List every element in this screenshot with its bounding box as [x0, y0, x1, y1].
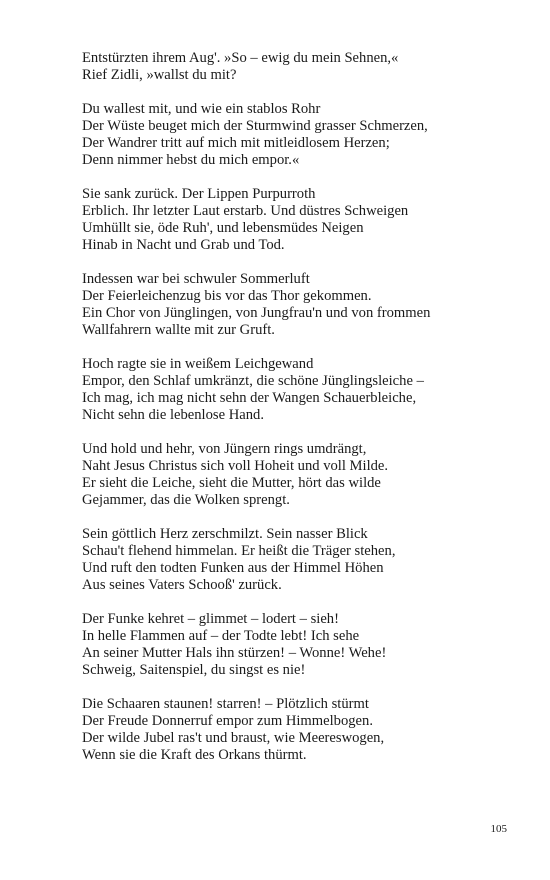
verse-line: Schweig, Saitenspiel, du singst es nie!: [82, 662, 306, 678]
verse-line: Und hold und hehr, von Jüngern rings umdrängt,: [82, 441, 367, 457]
verse-line: Gejammer, das die Wolken sprengt.: [82, 492, 290, 508]
verse-line: Rief Zidli, »wallst du mit?: [82, 67, 237, 83]
verse-line: Entstürzten ihrem Aug'. »So – ewig du mein Sehnen,«: [82, 50, 399, 66]
verse-line: Aus seines Vaters Schooß' zurück.: [82, 577, 282, 593]
stanza: [82, 271, 522, 339]
verse-line: Erblich. Ihr letzter Laut erstarb. Und düstres Schweigen: [82, 203, 409, 219]
stanza: [82, 696, 522, 764]
verse-line: Nicht sehn die lebenlose Hand.: [82, 407, 264, 423]
verse-line: Denn nimmer hebst du mich empor.«: [82, 152, 300, 168]
poem-text: [82, 50, 522, 781]
verse-line: Er sieht die Leiche, sieht die Mutter, hört das wilde: [82, 475, 381, 491]
verse-line: Sie sank zurück. Der Lippen Purpurroth: [82, 186, 316, 202]
verse-line: Hoch ragte sie in weißem Leichgewand: [82, 356, 314, 372]
verse-line: Der Wüste beuget mich der Sturmwind grasser Schmerzen,: [82, 118, 428, 134]
verse-line: Naht Jesus Christus sich voll Hoheit und voll Milde.: [82, 458, 389, 474]
verse-line: Der Funke kehret – glimmet – lodert – sieh!: [82, 611, 339, 627]
stanza: [82, 441, 522, 509]
verse-line: Ich mag, ich mag nicht sehn der Wangen Schauerbleiche,: [82, 390, 417, 406]
verse-line: Hinab in Nacht und Grab und Tod.: [82, 237, 285, 253]
stanza: [82, 356, 522, 424]
verse-line: Indessen war bei schwuler Sommerluft: [82, 271, 310, 287]
verse-line: Du wallest mit, und wie ein stablos Rohr: [82, 101, 321, 117]
stanza: [82, 526, 522, 594]
verse-line: Wenn sie die Kraft des Orkans thürmt.: [82, 747, 307, 763]
verse-line: Der Feierleichenzug bis vor das Thor gekommen.: [82, 288, 372, 304]
verse-line: Der Wandrer tritt auf mich mit mitleidlosem Herzen;: [82, 135, 390, 151]
verse-line: Empor, den Schlaf umkränzt, die schöne Jünglingsleiche –: [82, 373, 424, 389]
stanza: [82, 186, 522, 254]
verse-line: Die Schaaren staunen! starren! – Plötzlich stürmt: [82, 696, 369, 712]
verse-line: Schau't flehend himmelan. Er heißt die Träger stehen,: [82, 543, 396, 559]
verse-line: Umhüllt sie, öde Ruh', und lebensmüdes Neigen: [82, 220, 364, 236]
verse-line: Ein Chor von Jünglingen, von Jungfrau'n und von frommen: [82, 305, 431, 321]
verse-line: Sein göttlich Herz zerschmilzt. Sein nasser Blick: [82, 526, 368, 542]
verse-line: Und ruft den todten Funken aus der Himmel Höhen: [82, 560, 384, 576]
stanza: [82, 611, 522, 679]
verse-line: Wallfahrern wallte mit zur Gruft.: [82, 322, 275, 338]
verse-line: In helle Flammen auf – der Todte lebt! Ich sehe: [82, 628, 360, 644]
verse-line: Der Freude Donnerruf empor zum Himmelbogen.: [82, 713, 373, 729]
verse-line: An seiner Mutter Hals ihn stürzen! – Wonne! Wehe!: [82, 645, 387, 661]
page-number: 105: [490, 823, 507, 835]
stanza: [82, 50, 522, 84]
stanza: [82, 101, 522, 169]
verse-line: Der wilde Jubel ras't und braust, wie Meereswogen,: [82, 730, 385, 746]
